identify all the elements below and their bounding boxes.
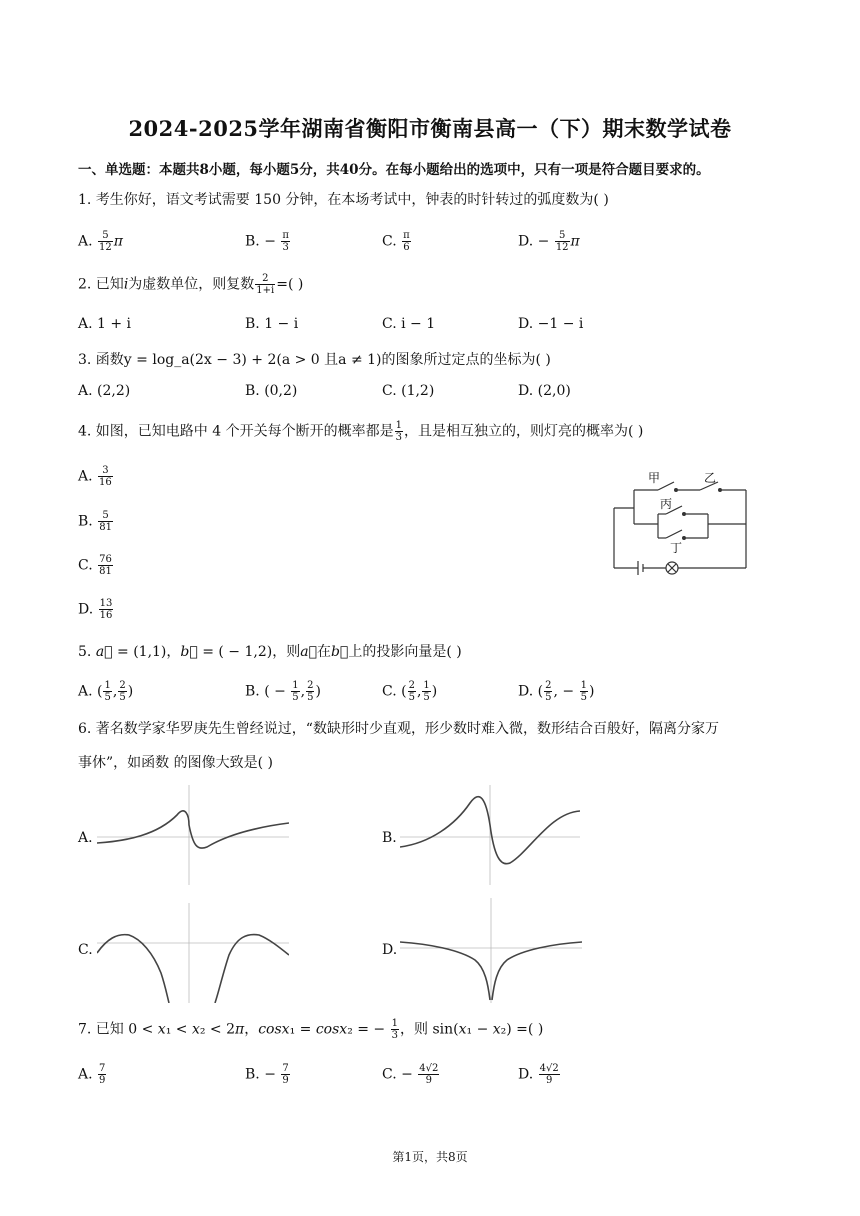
q6-option-d[interactable]: D.	[382, 942, 398, 958]
question-5: 5. a⃗ = (1,1)，b⃗ = ( − 1,2)，则a⃗在b⃗上的投影向量是( )	[78, 644, 462, 660]
q2-text-end: =( )	[276, 276, 304, 293]
q4-option-d[interactable]: D. $\frac{13}{16}$	[78, 598, 113, 621]
switch-bing-label: 丙	[660, 497, 673, 511]
q7-option-b[interactable]: B. − $\frac{7}{9}$	[245, 1063, 289, 1086]
circuit-diagram	[608, 468, 753, 578]
q4-option-b[interactable]: B. $\frac{5}{81}$	[78, 510, 112, 533]
q5-option-a[interactable]: A. ( $\frac{1}{5}$ , $\frac{2}{5}$ )	[78, 680, 134, 703]
question-4	[78, 420, 643, 443]
q6-graph-c	[97, 903, 289, 1003]
question-3: 3. 函数y = log_a(2x − 3) + 2(a > 0 且a ≠ 1)的图象所过定点的坐标为( )	[78, 352, 551, 368]
q3-option-c[interactable]: C. (1,2)	[382, 383, 435, 399]
q7-option-d[interactable]: D. $\frac{4√2}{9}$	[518, 1063, 559, 1086]
q6-option-a[interactable]: A.	[78, 830, 93, 846]
q4-text-post: ，且是相互独立的，则灯亮的概率为( )	[404, 423, 644, 440]
section-heading: 一、单选题：本题共8小题，每小题5分，共40分。在每小题给出的选项中，只有一项是符合题目要求的。	[78, 162, 710, 178]
question-6-line-1: 6. 著名数学家华罗庚先生曾经说过，“数缺形时少直观，形少数时难入微，数形结合百般好，隔离分家万	[78, 721, 719, 737]
q2-option-a[interactable]: A. 1 + i	[78, 316, 132, 332]
q6-option-b[interactable]: B.	[382, 830, 397, 846]
q5-option-d[interactable]: D. ( $\frac{2}{5}$ , − $\frac{1}{5}$ )	[518, 680, 595, 703]
switch-yi-label: 乙	[704, 471, 717, 485]
q2-text-pre: 2. 已知	[78, 276, 124, 293]
page-title: 2024-2025学年湖南省衡阳市衡南县高一（下）期末数学试卷	[128, 116, 732, 141]
q1-option-c[interactable]: C. $\frac{\pi}{6}$	[382, 230, 410, 253]
q2-option-c[interactable]: C. i − 1	[382, 316, 436, 332]
switch-ding-label: 丁	[670, 541, 683, 555]
q3-option-d[interactable]: D. (2,0)	[518, 383, 571, 399]
q6-option-c[interactable]: C.	[78, 942, 93, 958]
q3-option-a[interactable]: A. (2,2)	[78, 383, 131, 399]
q6-graph-b	[400, 785, 580, 885]
q4-option-c[interactable]: C. $\frac{76}{81}$	[78, 554, 112, 577]
question-1: 1. 考生你好，语文考试需要 150 分钟，在本场考试中，钟表的时针转过的弧度数为( )	[78, 192, 609, 208]
q1-option-a[interactable]: A. $\frac{5}{12}$ π	[78, 230, 123, 253]
q4-option-a[interactable]: A. $\frac{3}{16}$	[78, 465, 112, 488]
q6-graph-d	[400, 898, 582, 1003]
q5-option-b[interactable]: B. ( − $\frac{1}{5}$ , $\frac{2}{5}$ )	[245, 680, 321, 703]
q1-option-b[interactable]: B. − $\frac{\pi}{3}$	[245, 230, 289, 253]
q2-text-post: 为虚数单位，则复数	[128, 276, 255, 293]
q3-option-b[interactable]: B. (0,2)	[245, 383, 298, 399]
q2-option-d[interactable]: D. −1 − i	[518, 316, 584, 332]
question-6-line-2: 事休”，如函数 的图像大致是( )	[78, 755, 273, 771]
q4-frac-den: 3	[395, 432, 402, 443]
q6-graph-a	[97, 785, 289, 885]
question-7: 7. 已知 0 < x₁ < x₂ < 2π，cosx₁ = cosx₂ = − $\frac{1}{3}$ ，则 sin(x₁ − x₂) =( )	[78, 1018, 544, 1041]
q2-frac-den: 1+i	[256, 285, 275, 296]
q2-var: i	[123, 276, 129, 293]
q2-option-b[interactable]: B. 1 − i	[245, 316, 299, 332]
q5-option-c[interactable]: C. ( $\frac{2}{5}$ , $\frac{1}{5}$ )	[382, 680, 438, 703]
q7-option-a[interactable]: A. $\frac{7}{9}$	[78, 1063, 106, 1086]
question-2	[78, 273, 303, 296]
q1-option-d[interactable]: D. − $\frac{5}{12}$ π	[518, 230, 580, 253]
page-footer: 第1页，共8页	[392, 1150, 468, 1164]
q7-option-c[interactable]: C. − $\frac{4√2}{9}$	[382, 1063, 439, 1086]
q2-frac-num: 2	[255, 273, 275, 285]
q4-text-pre: 4. 如图，已知电路中 4 个开关每个断开的概率都是	[78, 423, 394, 440]
switch-jia-label: 甲	[648, 471, 661, 485]
q4-frac-num: 1	[395, 420, 402, 431]
